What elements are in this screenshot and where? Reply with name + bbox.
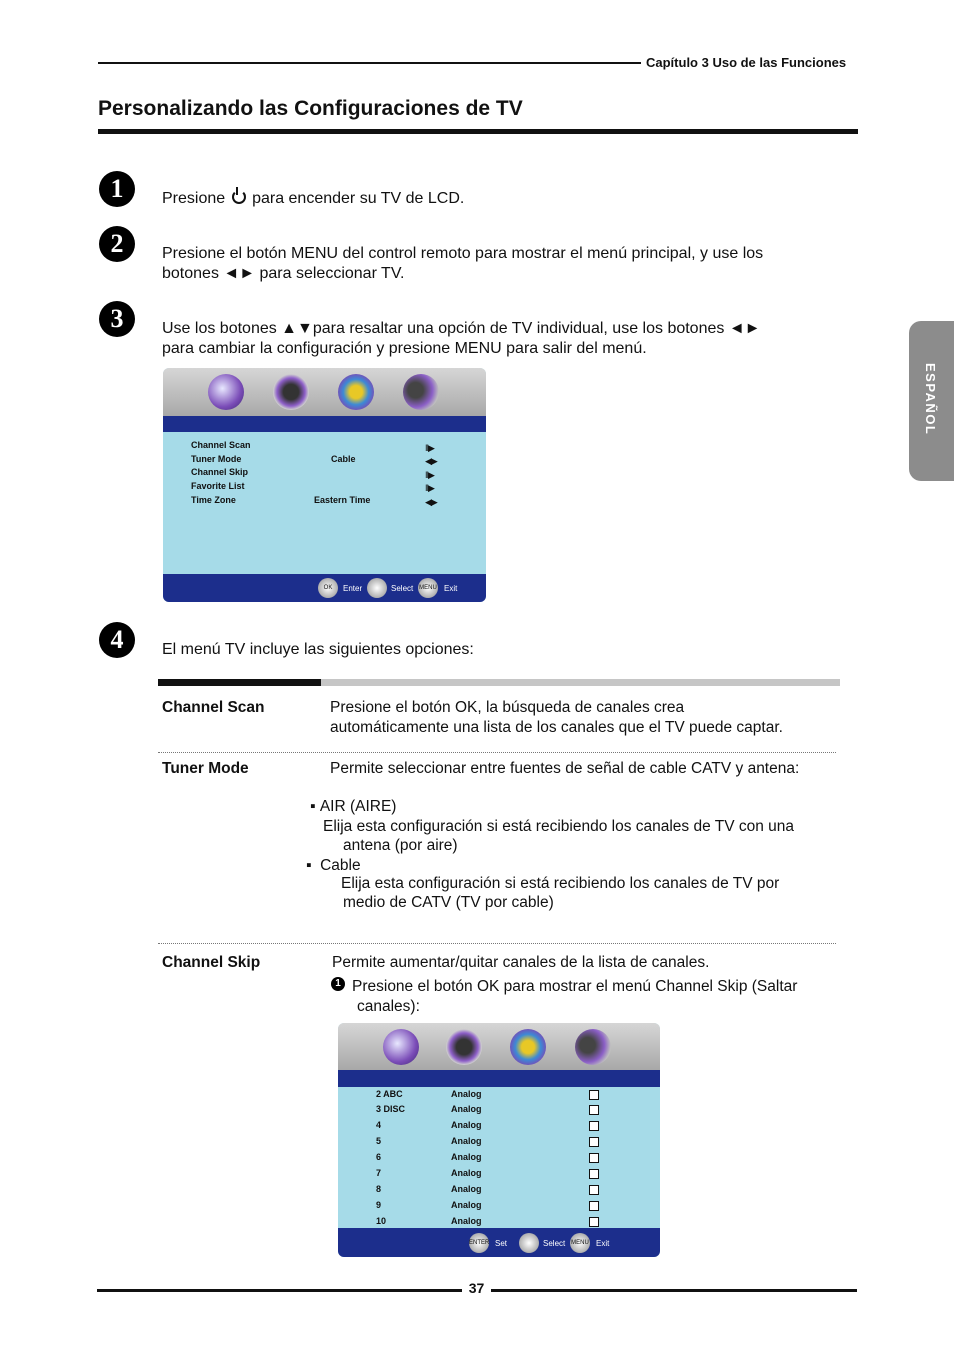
option-label-channel-scan: Channel Scan [162, 699, 265, 716]
exit-label: Exit [444, 584, 458, 593]
menu-item-arrow-icon: II▶ [425, 443, 434, 453]
menu-item-value: Cable [331, 454, 356, 464]
desc-line: Presione el botón OK, la búsqueda de canales crea [330, 699, 685, 716]
menu-button-icon: MENU [418, 578, 438, 598]
chapter-header: Capítulo 3 Uso de las Funciones [646, 55, 847, 70]
channel-number: 6 [376, 1152, 382, 1162]
menu-item-arrow-icon: II▶ [425, 483, 434, 493]
select-pad-icon [367, 578, 387, 598]
desc-line: automáticamente una lista de los canales que el TV puede captar. [330, 719, 783, 736]
skip-menu-icon-bar [338, 1023, 660, 1070]
page-number: 37 [468, 1280, 485, 1296]
row-divider [158, 752, 836, 753]
channel-type: Analog [451, 1120, 482, 1130]
step-2-text [162, 244, 842, 284]
step-3-line1: Use los botones ▲▼para resaltar una opción de TV individual, use los botones ◄► [162, 320, 761, 337]
menu-item-label: Channel Scan [191, 440, 251, 450]
cable-bullet: ▪ Cable [306, 857, 361, 874]
channel-number: 5 [376, 1136, 382, 1146]
row-divider [158, 943, 836, 944]
skip-checkbox[interactable] [589, 1153, 599, 1163]
channel-type: Analog [451, 1089, 482, 1099]
step-1-after: para encender su TV de LCD. [252, 190, 465, 207]
tv-icon [338, 374, 374, 410]
step-number-1: 1 [99, 171, 135, 207]
skip-checkbox[interactable] [589, 1137, 599, 1147]
skip-checkbox[interactable] [589, 1090, 599, 1100]
skip-checkbox[interactable] [589, 1201, 599, 1211]
tv-menu-icon-bar [163, 368, 486, 416]
menu-item-label: Time Zone [191, 495, 236, 505]
menu-item-arrow-icon: ◀▶ [425, 497, 437, 507]
select-pad-icon [519, 1233, 539, 1253]
air-desc-line2: antena (por aire) [343, 837, 458, 854]
step-2-line2: botones ◄► para seleccionar TV. [162, 265, 405, 282]
select-label: Select [543, 1239, 566, 1248]
step-number-4: 4 [99, 622, 135, 658]
tv-menu-footer [163, 574, 486, 602]
menu-item-label: Favorite List [191, 481, 245, 491]
menu-item-arrow-icon: ◀▶ [425, 456, 437, 466]
channel-type: Analog [451, 1104, 482, 1114]
cable-title: Cable [320, 857, 361, 874]
menu-item-value: Eastern Time [314, 495, 371, 505]
channel-number: 3 DISC [376, 1104, 406, 1114]
cable-desc-line1: Elija esta configuración si está recibiendo los canales de TV por [341, 875, 780, 892]
option-desc-channel-scan [330, 698, 830, 738]
option-label-tuner-mode: Tuner Mode [162, 760, 249, 777]
sub-step-line1: Presione el botón OK para mostrar el menú Channel Skip (Saltar [352, 978, 798, 995]
page-title: Personalizando las Configuraciones de TV [98, 97, 523, 120]
language-tab [909, 321, 954, 481]
channel-number: 7 [376, 1168, 382, 1178]
menu-item-label: Channel Skip [191, 467, 249, 477]
picture-icon [208, 374, 244, 410]
channel-type: Analog [451, 1168, 482, 1178]
title-rule [98, 129, 858, 134]
air-bullet: ▪ AIR (AIRE) [310, 798, 397, 815]
select-label: Select [391, 584, 414, 593]
step-1-text [162, 189, 842, 209]
tv-menu-title-band [163, 416, 486, 432]
footer-rule-right [491, 1289, 857, 1292]
language-tab-label: ESPAÑOL [923, 363, 938, 436]
footer-rule-left [97, 1289, 462, 1292]
tv-menu-screenshot [163, 368, 486, 602]
audio-icon [273, 374, 309, 410]
sub-step-number: 1 [331, 977, 345, 991]
option-desc-channel-skip: Permite aumentar/quitar canales de la lista de canales. [332, 954, 710, 971]
step-1-before: Presione [162, 190, 226, 207]
channel-type: Analog [451, 1184, 482, 1194]
header-rule [98, 62, 641, 64]
skip-menu-footer [338, 1228, 660, 1257]
skip-checkbox[interactable] [589, 1217, 599, 1227]
menu-item-label: Tuner Mode [191, 454, 242, 464]
channel-type: Analog [451, 1216, 482, 1226]
step-2-line1: Presione el botón MENU del control remoto para mostrar el menú principal, y use los [162, 245, 764, 262]
step-number-3: 3 [99, 301, 135, 337]
setup-icon [403, 374, 439, 410]
power-icon [232, 190, 246, 204]
skip-menu-title-band [338, 1070, 660, 1087]
channel-type: Analog [451, 1200, 482, 1210]
ok-button-icon: OK [318, 578, 338, 598]
channel-number: 8 [376, 1184, 382, 1194]
skip-checkbox[interactable] [589, 1121, 599, 1131]
setup-icon [575, 1029, 611, 1065]
channel-number: 2 ABC [376, 1089, 403, 1099]
skip-checkbox[interactable] [589, 1185, 599, 1195]
channel-number: 9 [376, 1200, 382, 1210]
air-title: AIR (AIRE) [319, 798, 397, 815]
table-header-light [321, 679, 840, 686]
channel-number: 4 [376, 1120, 382, 1130]
step-3-line2: para cambiar la configuración y presione MENU para salir del menú. [162, 340, 647, 357]
step-4-text: El menú TV incluye las siguientes opciones: [162, 641, 474, 658]
picture-icon [383, 1029, 419, 1065]
cable-desc-line2: medio de CATV (TV por cable) [343, 894, 554, 911]
channel-type: Analog [451, 1136, 482, 1146]
air-desc-line1: Elija esta configuración si está recibiendo los canales de TV con una [323, 818, 795, 835]
tv-icon [510, 1029, 546, 1065]
set-label: Set [495, 1239, 508, 1248]
sub-step-line2: canales): [357, 998, 420, 1015]
step-3-text [162, 319, 842, 359]
step-number-2: 2 [99, 226, 135, 262]
channel-type: Analog [451, 1152, 482, 1162]
enter-button-icon: ENTER [469, 1233, 489, 1253]
option-desc-tuner-mode: Permite seleccionar entre fuentes de señal de cable CATV y antena: [330, 760, 800, 777]
skip-checkbox[interactable] [589, 1105, 599, 1115]
channel-skip-screenshot [338, 1023, 660, 1257]
enter-label: Enter [343, 584, 363, 593]
menu-button-icon: MENU [570, 1233, 590, 1253]
skip-checkbox[interactable] [589, 1169, 599, 1179]
exit-label: Exit [596, 1239, 610, 1248]
table-header-dark [158, 679, 321, 686]
option-label-channel-skip: Channel Skip [162, 954, 261, 971]
menu-item-arrow-icon: II▶ [425, 470, 434, 480]
channel-number: 10 [376, 1216, 387, 1226]
audio-icon [446, 1029, 482, 1065]
